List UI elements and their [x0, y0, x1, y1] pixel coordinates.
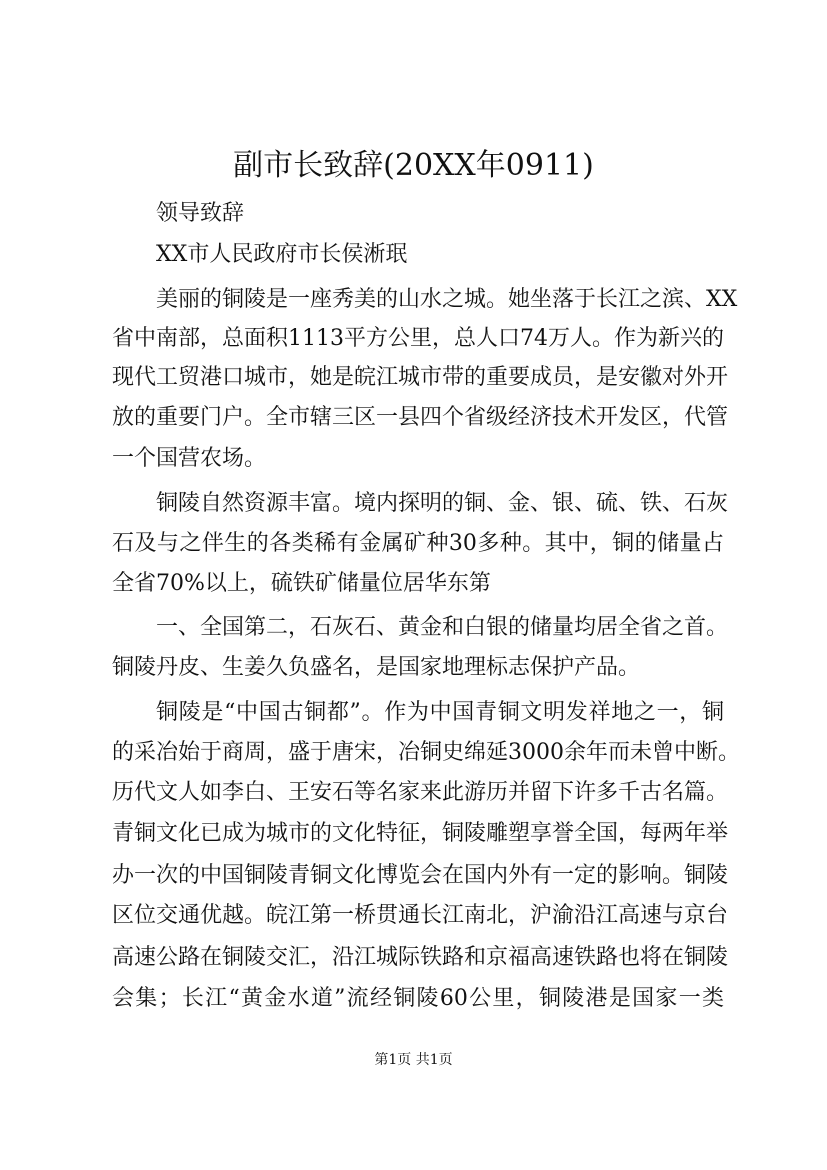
text-line: 省中南部，总面积1113平方公里，总人口74万人。作为新兴的	[112, 326, 724, 351]
text-line: XX市人民政府市长侯淅珉	[156, 242, 408, 267]
text-line: 青铜文化已成为城市的文化特征，铜陵雕塑享誉全国，每两年举	[112, 821, 729, 846]
text-line: 领导致辞	[156, 201, 245, 226]
text-line: 铜陵丹皮、生姜久负盛名，是国家地理标志保护产品。	[112, 655, 641, 680]
text-line: 历代文人如李白、王安石等名家来此游历并留下许多千古名篇。	[112, 780, 729, 805]
text-line: 现代工贸港口城市，她是皖江城市带的重要成员，是安徽对外开	[112, 365, 729, 390]
text-line: 放的重要门户。全市辖三区一县四个省级经济技术开发区，代管	[112, 405, 729, 430]
text-line: 会集；长江“黄金水道”流经铜陵60公里，铜陵港是国家一类	[112, 986, 724, 1011]
text-line: 的采冶始于商周，盛于唐宋，冶铜史绵延3000余年而未曾中断。	[112, 740, 740, 765]
page-number-footer: 第1页 共1页	[374, 1052, 453, 1068]
text-line: 高速公路在铜陵交汇，沿江城际铁路和京福高速铁路也将在铜陵	[112, 945, 729, 970]
text-line: 一个国营农场。	[112, 446, 267, 471]
text-line: 铜陵自然资源丰富。境内探明的铜、金、银、硫、铁、石灰	[156, 491, 729, 516]
text-line: 全省70%以上，硫铁矿储量位居华东第	[112, 571, 491, 596]
text-line: 石及与之伴生的各类稀有金属矿种30多种。其中，铜的储量占	[112, 531, 724, 556]
text-line: 铜陵是“中国古铜都”。作为中国青铜文明发祥地之一，铜	[156, 700, 724, 725]
text-line: 办一次的中国铜陵青铜文化博览会在国内外有一定的影响。铜陵	[112, 863, 729, 888]
text-line: 区位交通优越。皖江第一桥贯通长江南北，沪渝沿江高速与京台	[112, 903, 729, 928]
document-title: 副市长致辞(20XX年0911)	[233, 148, 594, 183]
text-line: 美丽的铜陵是一座秀美的山水之城。她坐落于长江之滨、XX	[156, 287, 738, 312]
text-line: 一、全国第二，石灰石、黄金和白银的储量均居全省之首。	[156, 615, 729, 640]
